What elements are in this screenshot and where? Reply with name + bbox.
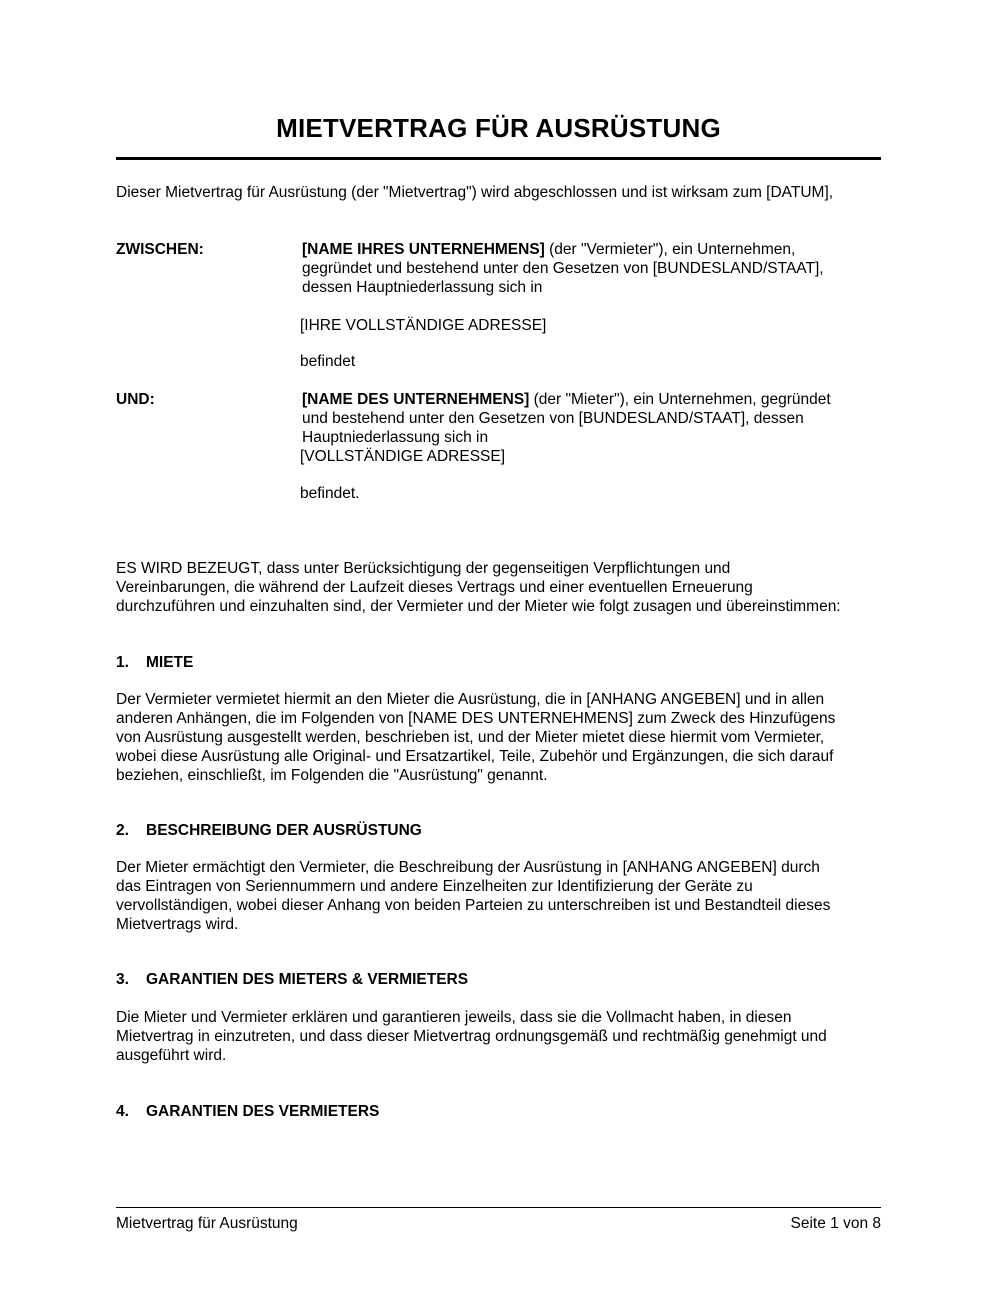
- party-between-label: ZWISCHEN:: [116, 241, 204, 258]
- section-4-heading: [116, 1102, 379, 1121]
- party-and-line-1: [302, 390, 892, 409]
- section-number: 4.: [116, 1103, 129, 1120]
- party-between-text: [302, 240, 892, 297]
- section-line: beziehen, einschließt, im Folgenden die "Ausrüstung" genannt.: [116, 767, 548, 784]
- section-line: Mietvertrags wird.: [116, 916, 239, 933]
- section-line: anderen Anhängen, die im Folgenden von [NAME DES UNTERNEHMENS] zum Zweck des Hinzufügens: [116, 710, 836, 727]
- party-and-name: [NAME DES UNTERNEHMENS]: [302, 391, 530, 408]
- section-3-heading: [116, 970, 468, 989]
- party-between-line-1-rest: (der "Vermieter"), ein Unternehmen,: [544, 241, 796, 258]
- section-line: von Ausrüstung ausgestellt werden, beschrieben ist, und der Mieter mietet diese hiermit vom Vermieter,: [116, 729, 825, 746]
- section-title: GARANTIEN DES VERMIETERS: [146, 1103, 380, 1120]
- party-and-line-1-rest: (der "Mieter"), ein Unternehmen, gegründet: [529, 391, 831, 408]
- party-and-label: UND:: [116, 391, 155, 408]
- section-title: GARANTIEN DES MIETERS & VERMIETERS: [146, 971, 469, 988]
- document-title: MIETVERTRAG FÜR AUSRÜSTUNG: [276, 113, 721, 143]
- section-1-body: [116, 690, 886, 785]
- section-line: ausgeführt wird.: [116, 1047, 227, 1064]
- party-between-closing: befindet: [300, 353, 356, 370]
- party-between-address: [IHRE VOLLSTÄNDIGE ADRESSE]: [300, 317, 547, 334]
- party-and-address: [VOLLSTÄNDIGE ADRESSE]: [300, 448, 506, 465]
- party-and-line-2: und bestehend unter den Gesetzen von [BUNDESLAND/STAAT], dessen: [302, 410, 804, 427]
- footer-page-number: Seite 1 von 8: [790, 1215, 881, 1232]
- section-line: Der Vermieter vermietet hiermit an den Mieter die Ausrüstung, die in [ANHANG ANGEBEN] und in allen: [116, 691, 825, 708]
- section-line: Der Mieter ermächtigt den Vermieter, die Beschreibung der Ausrüstung in [ANHANG ANGEBEN] durch: [116, 859, 820, 876]
- footer-divider: [116, 1207, 881, 1208]
- party-and-line-3: Hauptniederlassung sich in: [302, 429, 489, 446]
- party-between-line-2: gegründet und bestehend unter den Gesetzen von [BUNDESLAND/STAAT],: [302, 260, 824, 277]
- section-line: Die Mieter und Vermieter erklären und garantieren jeweils, dass sie die Vollmacht haben, in diesen: [116, 1009, 792, 1026]
- intro-paragraph: Dieser Mietvertrag für Ausrüstung (der "Mietvertrag") wird abgeschlossen und ist wirksam zum [DATUM],: [116, 184, 834, 201]
- party-and-text: [302, 390, 892, 447]
- section-line: Mietvertrag in einzutreten, und dass dieser Mietvertrag ordnungsgemäß und rechtmäßig genehmigt und: [116, 1028, 827, 1045]
- party-and-closing: befindet.: [300, 485, 360, 502]
- party-between-line-3: dessen Hauptniederlassung sich in: [302, 279, 543, 296]
- section-3-body: [116, 1008, 886, 1065]
- party-between-name: [NAME IHRES UNTERNEHMENS]: [302, 241, 545, 258]
- witness-line: ES WIRD BEZEUGT, dass unter Berücksichtigung der gegenseitigen Verpflichtungen und: [116, 560, 731, 577]
- section-line: wobei diese Ausrüstung alle Original- und Ersatzartikel, Teile, Zubehör und Ergänzungen, die sich darauf: [116, 748, 834, 765]
- section-number: 1.: [116, 654, 129, 671]
- section-2-body: [116, 858, 886, 934]
- witness-paragraph: [116, 559, 886, 616]
- footer-document-name: Mietvertrag für Ausrüstung: [116, 1215, 298, 1232]
- section-1-heading: [116, 653, 193, 672]
- title-divider: [116, 157, 881, 160]
- section-title: BESCHREIBUNG DER AUSRÜSTUNG: [146, 822, 422, 839]
- section-number: 2.: [116, 822, 129, 839]
- section-number: 3.: [116, 971, 129, 988]
- section-line: vervollständigen, wobei dieser Anhang von beiden Parteien zu unterschreiben ist und Bestandteil dieses: [116, 897, 831, 914]
- witness-line: durchzuführen und einzuhalten sind, der Vermieter und der Mieter wie folgt zusagen und übereinstimmen:: [116, 598, 841, 615]
- section-title: MIETE: [146, 654, 194, 671]
- section-2-heading: [116, 821, 422, 840]
- party-between-line-1: [302, 240, 892, 259]
- witness-line: Vereinbarungen, die während der Laufzeit dieses Vertrags und einer eventuellen Erneuerung: [116, 579, 753, 596]
- section-line: das Eintragen von Seriennummern und andere Einzelheiten zur Identifizierung der Geräte zu: [116, 878, 753, 895]
